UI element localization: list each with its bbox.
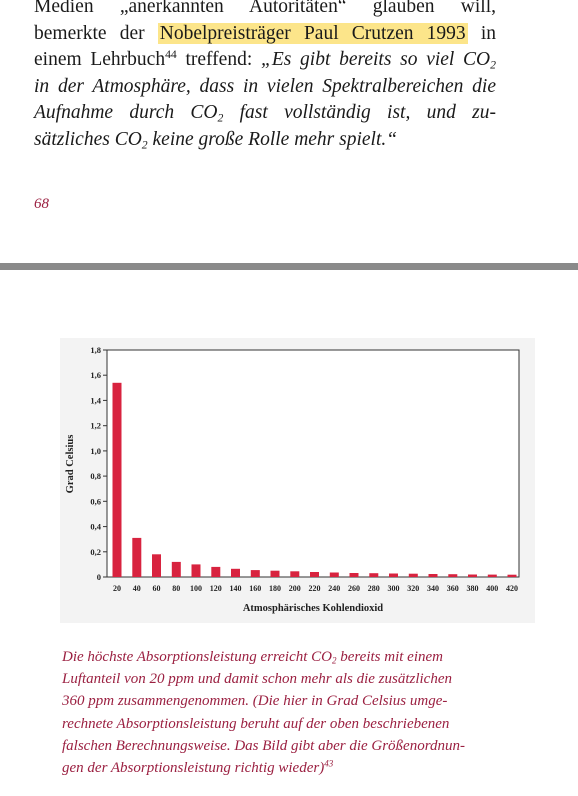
bar xyxy=(488,575,497,577)
x-tick-label: 260 xyxy=(348,584,360,593)
y-tick-label: 0,4 xyxy=(90,521,101,532)
text-line-5-pre: Aufnahme durch CO xyxy=(34,102,218,123)
page-number: 68 xyxy=(34,196,49,212)
y-tick-label: 1,0 xyxy=(90,445,101,456)
x-tick-label: 120 xyxy=(209,584,222,593)
footnote-ref: 43 xyxy=(324,758,334,769)
caption-line-1-post: bereits mit einem xyxy=(336,649,443,665)
x-tick-label: 280 xyxy=(367,584,380,593)
bar xyxy=(369,573,378,577)
bar xyxy=(310,572,319,577)
y-tick-label: 0,6 xyxy=(90,496,101,507)
caption-line-1 xyxy=(62,646,522,668)
x-tick-label: 140 xyxy=(229,584,242,593)
subscript: 2 xyxy=(141,138,148,151)
highlighted-text: Nobelpreisträger Paul Crutzen 1993 xyxy=(159,22,466,44)
text-line-2-pre: bemerkte der xyxy=(34,22,158,44)
bar xyxy=(231,569,240,577)
caption-line-6 xyxy=(62,757,522,779)
text-line-3-pre: einem Lehrbuch xyxy=(34,49,166,70)
bar xyxy=(468,575,477,578)
y-tick-label: 1,6 xyxy=(90,370,101,381)
subscript: 2 xyxy=(217,111,224,125)
x-tick-label: 380 xyxy=(466,584,479,593)
text-line-1: Medien „anerkannten Autoritäten“ glauben will, xyxy=(34,0,496,17)
bar xyxy=(350,573,359,577)
x-tick-label: 300 xyxy=(387,584,400,593)
bar xyxy=(409,574,418,577)
caption-line-2: Luftanteil von 20 ppm und damit schon mehr als die zusätzlichen xyxy=(62,671,452,688)
x-tick-label: 200 xyxy=(288,584,301,593)
bar xyxy=(508,575,517,577)
x-tick-label: 100 xyxy=(190,584,202,593)
bar xyxy=(271,571,280,577)
x-tick-label: 400 xyxy=(486,584,499,593)
text-line-3 xyxy=(34,47,496,74)
x-tick-label: 40 xyxy=(132,584,141,593)
x-tick-label: 420 xyxy=(506,584,518,593)
figure-caption xyxy=(62,646,522,779)
x-tick-label: 80 xyxy=(172,584,181,593)
bar xyxy=(448,574,457,577)
text-line-2 xyxy=(34,21,496,48)
y-tick-label: 0,2 xyxy=(90,546,101,557)
bar xyxy=(152,554,161,577)
y-tick-label: 1,2 xyxy=(90,420,101,431)
x-tick-label: 360 xyxy=(446,584,459,593)
caption-line-1-pre: Die höchste Absorptionsleistung erreicht CO xyxy=(62,649,332,665)
y-tick-label: 0 xyxy=(96,572,101,582)
x-tick-label: 20 xyxy=(113,584,121,593)
text-line-6-post: keine große Rolle mehr spielt.“ xyxy=(147,128,398,150)
bar xyxy=(132,538,141,577)
y-tick-label: 0,8 xyxy=(90,471,101,482)
x-tick-label: 340 xyxy=(427,584,439,593)
text-line-4: in der Atmosphäre, dass in vielen Spektralbereichen die xyxy=(34,75,496,97)
bar xyxy=(211,567,220,577)
y-tick-label: 1,8 xyxy=(90,345,101,355)
bar xyxy=(389,574,398,578)
bar xyxy=(172,562,181,577)
caption-line-5: falschen Berechnungsweise. Das Bild gibt aber die Größenordnun- xyxy=(62,737,465,754)
text-line-2-post: in xyxy=(467,22,496,44)
text-line-5 xyxy=(34,100,496,127)
x-axis-label: Atmosphärisches Kohlendioxid xyxy=(242,603,384,614)
caption-line-3: 360 ppm zusammengenommen. (Die hier in Grad Celsius umge- xyxy=(62,693,448,710)
bar xyxy=(290,571,299,577)
bar xyxy=(192,564,201,577)
x-tick-label: 220 xyxy=(308,584,321,593)
bar xyxy=(113,383,122,577)
text-line-6-pre: sätzliches CO xyxy=(34,128,142,150)
quote-start xyxy=(261,49,496,70)
x-tick-label: 180 xyxy=(269,584,281,593)
y-axis-label: Grad Celsius xyxy=(65,434,76,494)
text-line-3-mid: treffend: xyxy=(176,49,261,70)
chart xyxy=(60,338,535,623)
body-paragraph xyxy=(34,0,496,153)
x-ticks-group xyxy=(113,584,518,593)
bar-chart-svg xyxy=(60,338,535,623)
plot-area xyxy=(107,350,519,577)
quote-text-1: „Es gibt bereits so viel CO xyxy=(260,49,491,70)
subscript: 2 xyxy=(331,655,337,666)
text-line-6 xyxy=(34,127,496,154)
text-line-5-post: fast vollständig ist, und zu- xyxy=(223,102,496,123)
x-tick-label: 60 xyxy=(152,584,161,593)
x-tick-label: 320 xyxy=(407,584,420,593)
y-tick-label: 1,4 xyxy=(90,395,101,406)
x-tick-label: 160 xyxy=(249,584,262,593)
bar xyxy=(429,574,438,577)
page-divider xyxy=(0,263,578,270)
caption-line-4: rechnete Absorptionsleistung beruht auf der oben beschriebenen xyxy=(62,715,450,732)
subscript: 2 xyxy=(490,58,496,72)
footnote-ref: 44 xyxy=(165,47,177,61)
bar xyxy=(251,570,260,577)
x-tick-label: 240 xyxy=(328,584,341,593)
caption-line-6-text: gen der Absorptionsleistung richtig wieder) xyxy=(62,760,325,777)
bar xyxy=(330,573,339,578)
